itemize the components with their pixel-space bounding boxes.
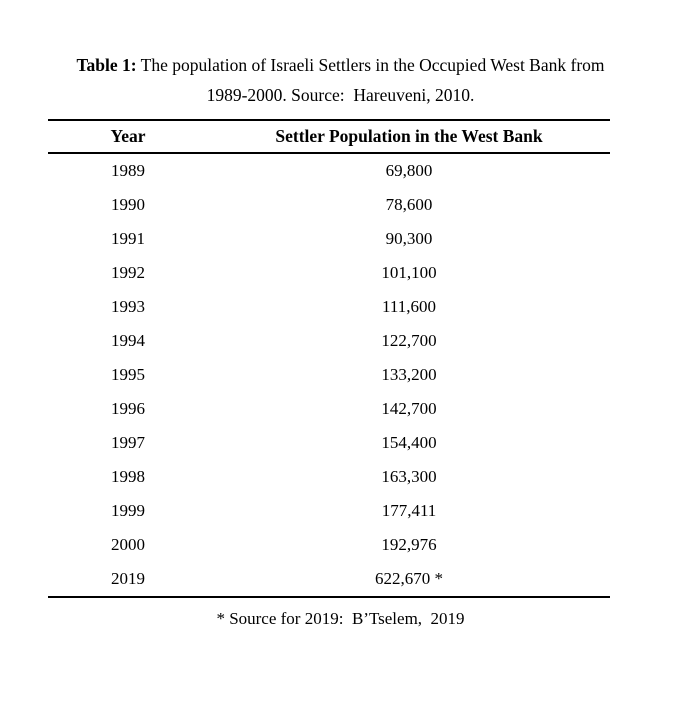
cell-year: 2019 xyxy=(111,569,145,588)
table-row xyxy=(48,460,610,494)
caption-line-2: 1989-2000. Source: Hareuveni, 2010. xyxy=(206,85,475,105)
cell-population: 133,200 xyxy=(381,365,437,384)
caption-line-1 xyxy=(0,50,681,80)
column-header-year: Year xyxy=(110,126,146,146)
cell-year: 1998 xyxy=(111,467,145,486)
cell-year: 1989 xyxy=(111,161,145,180)
table-row xyxy=(48,154,610,188)
table-row xyxy=(48,256,610,290)
cell-population: 69,800 xyxy=(385,161,433,180)
cell-population: 90,300 xyxy=(385,229,433,248)
table-row xyxy=(48,392,610,426)
caption-text: The population of Israeli Settlers in the Occupied West Bank from xyxy=(136,55,605,75)
table-row xyxy=(48,528,610,562)
cell-population: 122,700 xyxy=(381,331,437,350)
cell-population: 622,670 * xyxy=(375,569,443,588)
cell-population: 192,976 xyxy=(381,535,437,554)
cell-year: 1992 xyxy=(111,263,145,282)
settler-population-table xyxy=(48,119,610,598)
table-row xyxy=(48,222,610,256)
cell-year: 1990 xyxy=(111,195,145,214)
table-footnote: * Source for 2019: B’Tselem, 2019 xyxy=(216,609,465,628)
cell-population: 78,600 xyxy=(385,195,433,214)
caption-label: Table 1: xyxy=(76,55,137,75)
cell-population: 177,411 xyxy=(381,501,437,520)
table-row xyxy=(48,426,610,460)
cell-year: 1995 xyxy=(111,365,145,384)
column-header-population: Settler Population in the West Bank xyxy=(275,126,543,146)
cell-population: 111,600 xyxy=(382,297,436,316)
table-body xyxy=(48,154,610,596)
table-row xyxy=(48,290,610,324)
cell-year: 1991 xyxy=(111,229,145,248)
table-row xyxy=(48,188,610,222)
cell-population: 163,300 xyxy=(381,467,437,486)
cell-year: 1999 xyxy=(111,501,145,520)
table-row xyxy=(48,324,610,358)
table-header-row xyxy=(48,121,610,154)
page xyxy=(0,50,681,629)
cell-year: 1997 xyxy=(111,433,145,452)
table-caption xyxy=(0,50,681,110)
cell-population: 142,700 xyxy=(381,399,437,418)
cell-year: 2000 xyxy=(111,535,145,554)
cell-population: 154,400 xyxy=(381,433,437,452)
cell-year: 1994 xyxy=(111,331,145,350)
table-row xyxy=(48,562,610,596)
cell-population: 101,100 xyxy=(381,263,437,282)
cell-year: 1996 xyxy=(111,399,145,418)
table-row xyxy=(48,358,610,392)
cell-year: 1993 xyxy=(111,297,145,316)
table-row xyxy=(48,494,610,528)
